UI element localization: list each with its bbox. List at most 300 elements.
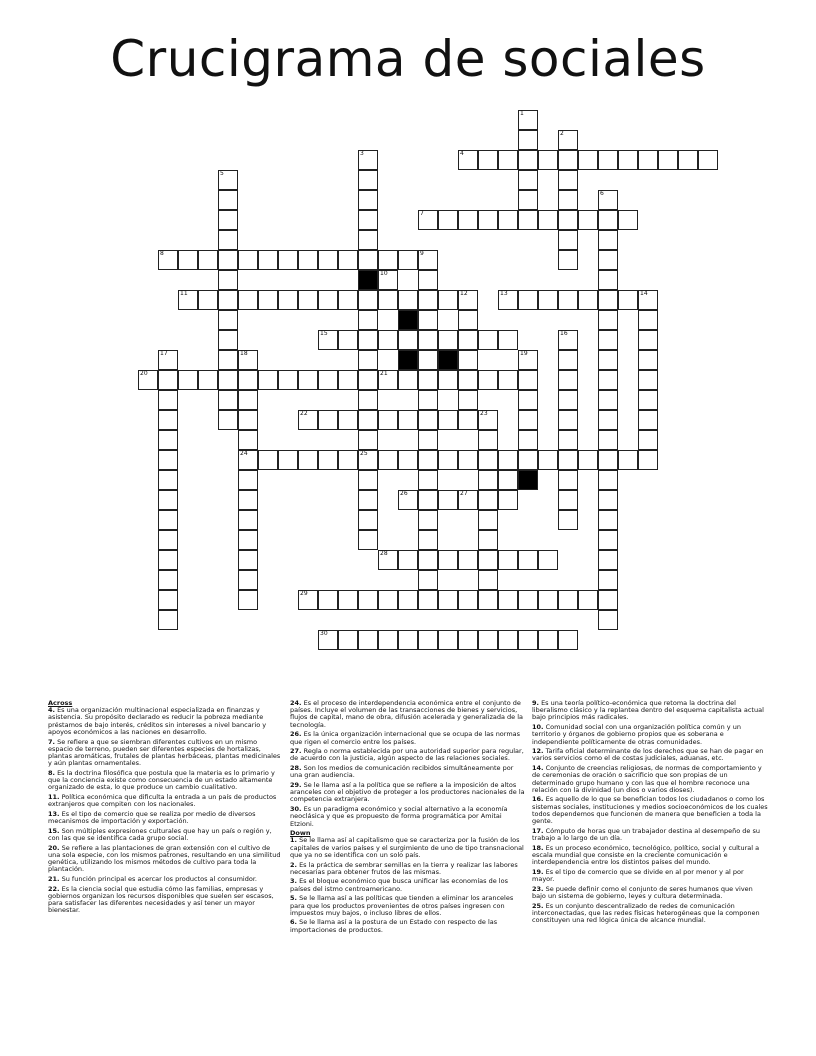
grid-cell[interactable]	[418, 210, 438, 230]
grid-cell[interactable]	[598, 250, 618, 270]
grid-cell[interactable]	[478, 210, 498, 230]
grid-cell[interactable]	[458, 290, 478, 310]
grid-cell[interactable]	[498, 550, 518, 570]
grid-cell[interactable]	[218, 410, 238, 430]
grid-cell[interactable]	[258, 290, 278, 310]
grid-cell[interactable]	[358, 450, 378, 470]
grid-cell[interactable]	[498, 370, 518, 390]
grid-cell[interactable]	[358, 190, 378, 210]
grid-cell[interactable]	[598, 290, 618, 310]
grid-cell[interactable]	[618, 210, 638, 230]
grid-cell[interactable]	[418, 290, 438, 310]
grid-cell[interactable]	[398, 290, 418, 310]
grid-cell[interactable]	[378, 370, 398, 390]
grid-cell[interactable]	[318, 290, 338, 310]
grid-cell[interactable]	[558, 590, 578, 610]
grid-cell[interactable]	[558, 330, 578, 350]
grid-cell[interactable]	[458, 370, 478, 390]
grid-cell[interactable]	[218, 350, 238, 370]
grid-cell[interactable]	[358, 590, 378, 610]
grid-cell[interactable]	[618, 150, 638, 170]
grid-cell[interactable]	[438, 490, 458, 510]
grid-cell[interactable]	[518, 170, 538, 190]
grid-cell[interactable]	[538, 550, 558, 570]
grid-cell[interactable]	[278, 370, 298, 390]
grid-cell[interactable]	[298, 450, 318, 470]
grid-cell[interactable]	[358, 510, 378, 530]
grid-cell[interactable]	[158, 470, 178, 490]
grid-cell[interactable]	[558, 150, 578, 170]
grid-cell[interactable]	[498, 450, 518, 470]
grid-cell[interactable]	[218, 370, 238, 390]
grid-cell[interactable]	[358, 370, 378, 390]
grid-cell[interactable]	[598, 590, 618, 610]
grid-cell[interactable]	[558, 490, 578, 510]
grid-cell[interactable]	[458, 490, 478, 510]
grid-cell[interactable]	[458, 390, 478, 410]
grid-cell[interactable]	[398, 450, 418, 470]
grid-cell[interactable]	[438, 370, 458, 390]
grid-cell[interactable]	[358, 150, 378, 170]
grid-cell[interactable]	[458, 150, 478, 170]
grid-cell[interactable]	[378, 550, 398, 570]
grid-cell[interactable]	[158, 390, 178, 410]
grid-cell[interactable]	[358, 430, 378, 450]
grid-cell[interactable]	[458, 210, 478, 230]
grid-cell[interactable]	[698, 150, 718, 170]
clue-number: 10	[380, 270, 388, 277]
grid-cell[interactable]	[418, 470, 438, 490]
clue-item	[48, 770, 284, 792]
grid-cell[interactable]	[638, 410, 658, 430]
grid-cell[interactable]	[378, 450, 398, 470]
grid-cell[interactable]	[518, 350, 538, 370]
clue-item-number: 9.	[532, 699, 539, 707]
grid-cell[interactable]	[298, 370, 318, 390]
grid-cell[interactable]	[158, 450, 178, 470]
grid-cell[interactable]	[538, 150, 558, 170]
grid-cell[interactable]	[558, 370, 578, 390]
grid-cell[interactable]	[618, 290, 638, 310]
clue-item	[48, 876, 284, 883]
grid-cell[interactable]	[538, 630, 558, 650]
grid-cell[interactable]	[158, 350, 178, 370]
grid-cell[interactable]	[418, 390, 438, 410]
grid-cell[interactable]	[458, 410, 478, 430]
grid-cell[interactable]	[638, 430, 658, 450]
grid-cell[interactable]	[518, 550, 538, 570]
grid-cell[interactable]	[178, 290, 198, 310]
clue-number: 2	[560, 130, 564, 137]
grid-cell[interactable]	[498, 290, 518, 310]
grid-cell[interactable]	[358, 390, 378, 410]
grid-cell[interactable]	[418, 630, 438, 650]
grid-cell[interactable]	[558, 290, 578, 310]
grid-cell[interactable]	[598, 390, 618, 410]
grid-block	[398, 310, 418, 330]
clue-number: 30	[320, 630, 328, 637]
grid-cell[interactable]	[138, 370, 158, 390]
grid-cell[interactable]	[598, 490, 618, 510]
grid-cell[interactable]	[358, 410, 378, 430]
clue-item	[532, 724, 768, 746]
clue-item-text: Tarifa oficial determinante de los derechos que se han de pagar en varios servicios como el de costas judiciales, aduanas, etc.	[532, 747, 764, 763]
grid-cell[interactable]	[518, 290, 538, 310]
grid-cell[interactable]	[218, 170, 238, 190]
grid-cell[interactable]	[598, 530, 618, 550]
grid-cell[interactable]	[558, 510, 578, 530]
grid-cell[interactable]	[358, 330, 378, 350]
grid-cell[interactable]	[458, 630, 478, 650]
grid-cell[interactable]	[598, 310, 618, 330]
grid-cell[interactable]	[418, 250, 438, 270]
grid-cell[interactable]	[298, 590, 318, 610]
grid-cell[interactable]	[238, 570, 258, 590]
grid-cell[interactable]	[318, 450, 338, 470]
grid-cell[interactable]	[198, 250, 218, 270]
grid-cell[interactable]	[638, 450, 658, 470]
grid-cell[interactable]	[318, 590, 338, 610]
clue-item-text: Es un conjunto descentralizado de redes de comunicación interconectadas, que las redes físicas heterogéneas que la componen constituyen una red lógica única de alcance mundial.	[532, 901, 760, 924]
grid-cell[interactable]	[418, 410, 438, 430]
grid-cell[interactable]	[158, 590, 178, 610]
grid-cell[interactable]	[578, 590, 598, 610]
grid-cell[interactable]	[598, 230, 618, 250]
grid-cell[interactable]	[618, 450, 638, 470]
clue-item-text: Regla o norma establecida por una autoridad superior para regular, de acuerdo con la justicia, algún aspecto de las relaciones sociales.	[290, 747, 524, 763]
grid-cell[interactable]	[158, 510, 178, 530]
grid-cell[interactable]	[478, 630, 498, 650]
grid-cell[interactable]	[218, 190, 238, 210]
grid-cell[interactable]	[558, 450, 578, 470]
grid-cell[interactable]	[458, 450, 478, 470]
grid-cell[interactable]	[358, 250, 378, 270]
grid-block	[358, 270, 378, 290]
grid-cell[interactable]	[558, 430, 578, 450]
grid-cell[interactable]	[478, 530, 498, 550]
grid-cell[interactable]	[518, 430, 538, 450]
grid-cell[interactable]	[518, 390, 538, 410]
clue-number: 12	[460, 290, 468, 297]
grid-cell[interactable]	[558, 470, 578, 490]
grid-cell[interactable]	[638, 390, 658, 410]
grid-cell[interactable]	[638, 370, 658, 390]
grid-cell[interactable]	[238, 470, 258, 490]
grid-cell[interactable]	[238, 370, 258, 390]
grid-cell[interactable]	[418, 590, 438, 610]
grid-cell[interactable]	[258, 370, 278, 390]
grid-cell[interactable]	[158, 490, 178, 510]
grid-cell[interactable]	[398, 590, 418, 610]
grid-cell[interactable]	[398, 550, 418, 570]
grid-cell[interactable]	[418, 330, 438, 350]
grid-cell[interactable]	[438, 210, 458, 230]
grid-cell[interactable]	[418, 450, 438, 470]
grid-cell[interactable]	[458, 310, 478, 330]
grid-cell[interactable]	[478, 570, 498, 590]
grid-cell[interactable]	[578, 290, 598, 310]
grid-cell[interactable]	[238, 290, 258, 310]
grid-cell[interactable]	[598, 350, 618, 370]
grid-cell[interactable]	[558, 210, 578, 230]
grid-cell[interactable]	[278, 450, 298, 470]
grid-cell[interactable]	[598, 410, 618, 430]
grid-cell[interactable]	[598, 210, 618, 230]
grid-cell[interactable]	[418, 310, 438, 330]
grid-cell[interactable]	[238, 390, 258, 410]
grid-cell[interactable]	[398, 330, 418, 350]
grid-cell[interactable]	[598, 150, 618, 170]
grid-cell[interactable]	[478, 490, 498, 510]
grid-cell[interactable]	[338, 290, 358, 310]
grid-cell[interactable]	[338, 330, 358, 350]
grid-cell[interactable]	[578, 210, 598, 230]
grid-cell[interactable]	[518, 410, 538, 430]
grid-cell[interactable]	[638, 350, 658, 370]
grid-cell[interactable]	[598, 450, 618, 470]
grid-cell[interactable]	[298, 290, 318, 310]
grid-cell[interactable]	[398, 410, 418, 430]
grid-cell[interactable]	[218, 290, 238, 310]
grid-cell[interactable]	[518, 190, 538, 210]
grid-cell[interactable]	[598, 510, 618, 530]
grid-cell[interactable]	[238, 530, 258, 550]
grid-cell[interactable]	[378, 410, 398, 430]
grid-cell[interactable]	[158, 250, 178, 270]
grid-cell[interactable]	[478, 430, 498, 450]
grid-cell[interactable]	[238, 590, 258, 610]
grid-cell[interactable]	[398, 630, 418, 650]
grid-cell[interactable]	[478, 410, 498, 430]
grid-cell[interactable]	[338, 630, 358, 650]
grid-cell[interactable]	[438, 590, 458, 610]
grid-cell[interactable]	[358, 310, 378, 330]
grid-cell[interactable]	[518, 110, 538, 130]
grid-cell[interactable]	[198, 290, 218, 310]
grid-cell[interactable]	[518, 210, 538, 230]
grid-cell[interactable]	[598, 430, 618, 450]
grid-cell[interactable]	[418, 350, 438, 370]
grid-cell[interactable]	[558, 230, 578, 250]
clue-item-text: Se le llama así a la política que se refiere a la imposición de altos aranceles con el objetivo de proteger a los productores nacionales de la competencia extranjera.	[290, 781, 525, 804]
grid-cell[interactable]	[638, 330, 658, 350]
grid-cell[interactable]	[358, 230, 378, 250]
grid-cell[interactable]	[458, 350, 478, 370]
grid-cell[interactable]	[438, 330, 458, 350]
grid-cell[interactable]	[238, 430, 258, 450]
grid-cell[interactable]	[338, 250, 358, 270]
grid-cell[interactable]	[438, 630, 458, 650]
grid-cell[interactable]	[318, 330, 338, 350]
grid-cell[interactable]	[478, 330, 498, 350]
grid-cell[interactable]	[318, 250, 338, 270]
grid-cell[interactable]	[358, 530, 378, 550]
grid-cell[interactable]	[478, 510, 498, 530]
grid-cell[interactable]	[518, 450, 538, 470]
grid-cell[interactable]	[158, 570, 178, 590]
grid-cell[interactable]	[498, 490, 518, 510]
grid-cell[interactable]	[298, 410, 318, 430]
grid-cell[interactable]	[438, 410, 458, 430]
grid-cell[interactable]	[238, 250, 258, 270]
grid-cell[interactable]	[398, 370, 418, 390]
grid-cell[interactable]	[598, 270, 618, 290]
grid-cell[interactable]	[218, 210, 238, 230]
grid-cell[interactable]	[158, 530, 178, 550]
grid-cell[interactable]	[598, 610, 618, 630]
grid-cell[interactable]	[198, 370, 218, 390]
grid-cell[interactable]	[258, 450, 278, 470]
grid-cell[interactable]	[218, 230, 238, 250]
grid-cell[interactable]	[558, 130, 578, 150]
grid-cell[interactable]	[158, 610, 178, 630]
grid-cell[interactable]	[218, 330, 238, 350]
grid-cell[interactable]	[218, 310, 238, 330]
grid-cell[interactable]	[418, 270, 438, 290]
grid-cell[interactable]	[558, 250, 578, 270]
grid-cell[interactable]	[418, 570, 438, 590]
grid-cell[interactable]	[518, 370, 538, 390]
grid-cell[interactable]	[418, 550, 438, 570]
grid-cell[interactable]	[398, 250, 418, 270]
grid-cell[interactable]	[418, 490, 438, 510]
grid-cell[interactable]	[518, 150, 538, 170]
grid-cell[interactable]	[398, 490, 418, 510]
grid-cell[interactable]	[478, 150, 498, 170]
grid-cell[interactable]	[378, 290, 398, 310]
grid-cell[interactable]	[598, 330, 618, 350]
grid-cell[interactable]	[478, 590, 498, 610]
grid-cell[interactable]	[158, 410, 178, 430]
grid-cell[interactable]	[558, 390, 578, 410]
grid-cell[interactable]	[538, 290, 558, 310]
grid-cell[interactable]	[218, 250, 238, 270]
grid-cell[interactable]	[158, 550, 178, 570]
grid-cell[interactable]	[558, 190, 578, 210]
grid-cell[interactable]	[238, 350, 258, 370]
grid-cell[interactable]	[418, 430, 438, 450]
grid-cell[interactable]	[438, 450, 458, 470]
grid-cell[interactable]	[178, 370, 198, 390]
grid-cell[interactable]	[498, 330, 518, 350]
grid-cell[interactable]	[418, 370, 438, 390]
grid-cell[interactable]	[358, 490, 378, 510]
clue-item	[532, 903, 768, 925]
grid-cell[interactable]	[318, 370, 338, 390]
grid-cell[interactable]	[478, 370, 498, 390]
grid-cell[interactable]	[678, 150, 698, 170]
grid-cell[interactable]	[498, 150, 518, 170]
grid-cell[interactable]	[338, 450, 358, 470]
grid-cell[interactable]	[498, 210, 518, 230]
grid-cell[interactable]	[238, 490, 258, 510]
grid-cell[interactable]	[598, 570, 618, 590]
grid-cell[interactable]	[318, 410, 338, 430]
grid-cell[interactable]	[598, 370, 618, 390]
grid-cell[interactable]	[338, 370, 358, 390]
grid-cell[interactable]	[238, 450, 258, 470]
grid-cell[interactable]	[558, 350, 578, 370]
clue-item-text: Es una teoría político-económica que retoma la doctrina del liberalismo clásico y la replantea dentro del esquema capitalista actual bajo principios más radicales.	[532, 699, 764, 722]
grid-cell[interactable]	[658, 150, 678, 170]
grid-cell[interactable]	[518, 630, 538, 650]
grid-cell[interactable]	[578, 450, 598, 470]
clue-item	[290, 806, 526, 828]
grid-cell[interactable]	[338, 590, 358, 610]
clue-item-text: Es el bloque económico que busca unificar las economías de los países del istmo centroamericano.	[290, 877, 508, 893]
grid-cell[interactable]	[638, 150, 658, 170]
grid-cell[interactable]	[598, 550, 618, 570]
grid-cell[interactable]	[518, 130, 538, 150]
clue-item-number: 25.	[532, 901, 544, 910]
grid-cell[interactable]	[598, 470, 618, 490]
grid-cell[interactable]	[538, 450, 558, 470]
grid-cell[interactable]	[478, 550, 498, 570]
grid-cell[interactable]	[558, 630, 578, 650]
grid-cell[interactable]	[238, 410, 258, 430]
grid-cell[interactable]	[318, 630, 338, 650]
grid-cell[interactable]	[278, 250, 298, 270]
grid-cell[interactable]	[178, 250, 198, 270]
grid-cell[interactable]	[458, 330, 478, 350]
grid-cell[interactable]	[358, 290, 378, 310]
grid-cell[interactable]	[418, 530, 438, 550]
grid-cell[interactable]	[218, 270, 238, 290]
grid-cell[interactable]	[498, 470, 518, 490]
grid-cell[interactable]	[538, 210, 558, 230]
grid-cell[interactable]	[578, 150, 598, 170]
grid-cell[interactable]	[538, 590, 558, 610]
grid-cell[interactable]	[378, 330, 398, 350]
grid-cell[interactable]	[458, 590, 478, 610]
grid-cell[interactable]	[218, 390, 238, 410]
grid-cell[interactable]	[358, 350, 378, 370]
grid-cell[interactable]	[338, 410, 358, 430]
grid-cell[interactable]	[298, 250, 318, 270]
grid-cell[interactable]	[278, 290, 298, 310]
grid-cell[interactable]	[418, 510, 438, 530]
grid-cell[interactable]	[598, 190, 618, 210]
grid-cell[interactable]	[358, 470, 378, 490]
grid-cell[interactable]	[498, 630, 518, 650]
grid-cell[interactable]	[558, 170, 578, 190]
grid-cell[interactable]	[238, 550, 258, 570]
grid-cell[interactable]	[358, 170, 378, 190]
grid-cell[interactable]	[478, 470, 498, 490]
grid-cell[interactable]	[458, 550, 478, 570]
grid-cell[interactable]	[258, 250, 278, 270]
grid-cell[interactable]	[478, 450, 498, 470]
grid-cell[interactable]	[358, 210, 378, 230]
grid-cell[interactable]	[498, 590, 518, 610]
grid-cell[interactable]	[358, 630, 378, 650]
grid-cell[interactable]	[378, 250, 398, 270]
grid-cell[interactable]	[638, 310, 658, 330]
grid-cell[interactable]	[158, 430, 178, 450]
grid-cell[interactable]	[378, 270, 398, 290]
grid-cell[interactable]	[518, 590, 538, 610]
grid-cell[interactable]	[378, 590, 398, 610]
grid-cell[interactable]	[378, 630, 398, 650]
grid-cell[interactable]	[158, 370, 178, 390]
grid-cell[interactable]	[558, 410, 578, 430]
grid-cell[interactable]	[638, 290, 658, 310]
clue-item-text: Son los medios de comunicación recibidos simultáneamente por una gran audiencia.	[290, 764, 514, 780]
grid-cell[interactable]	[438, 550, 458, 570]
grid-cell[interactable]	[238, 510, 258, 530]
grid-cell[interactable]	[438, 290, 458, 310]
clue-item-number: 18.	[532, 843, 544, 852]
